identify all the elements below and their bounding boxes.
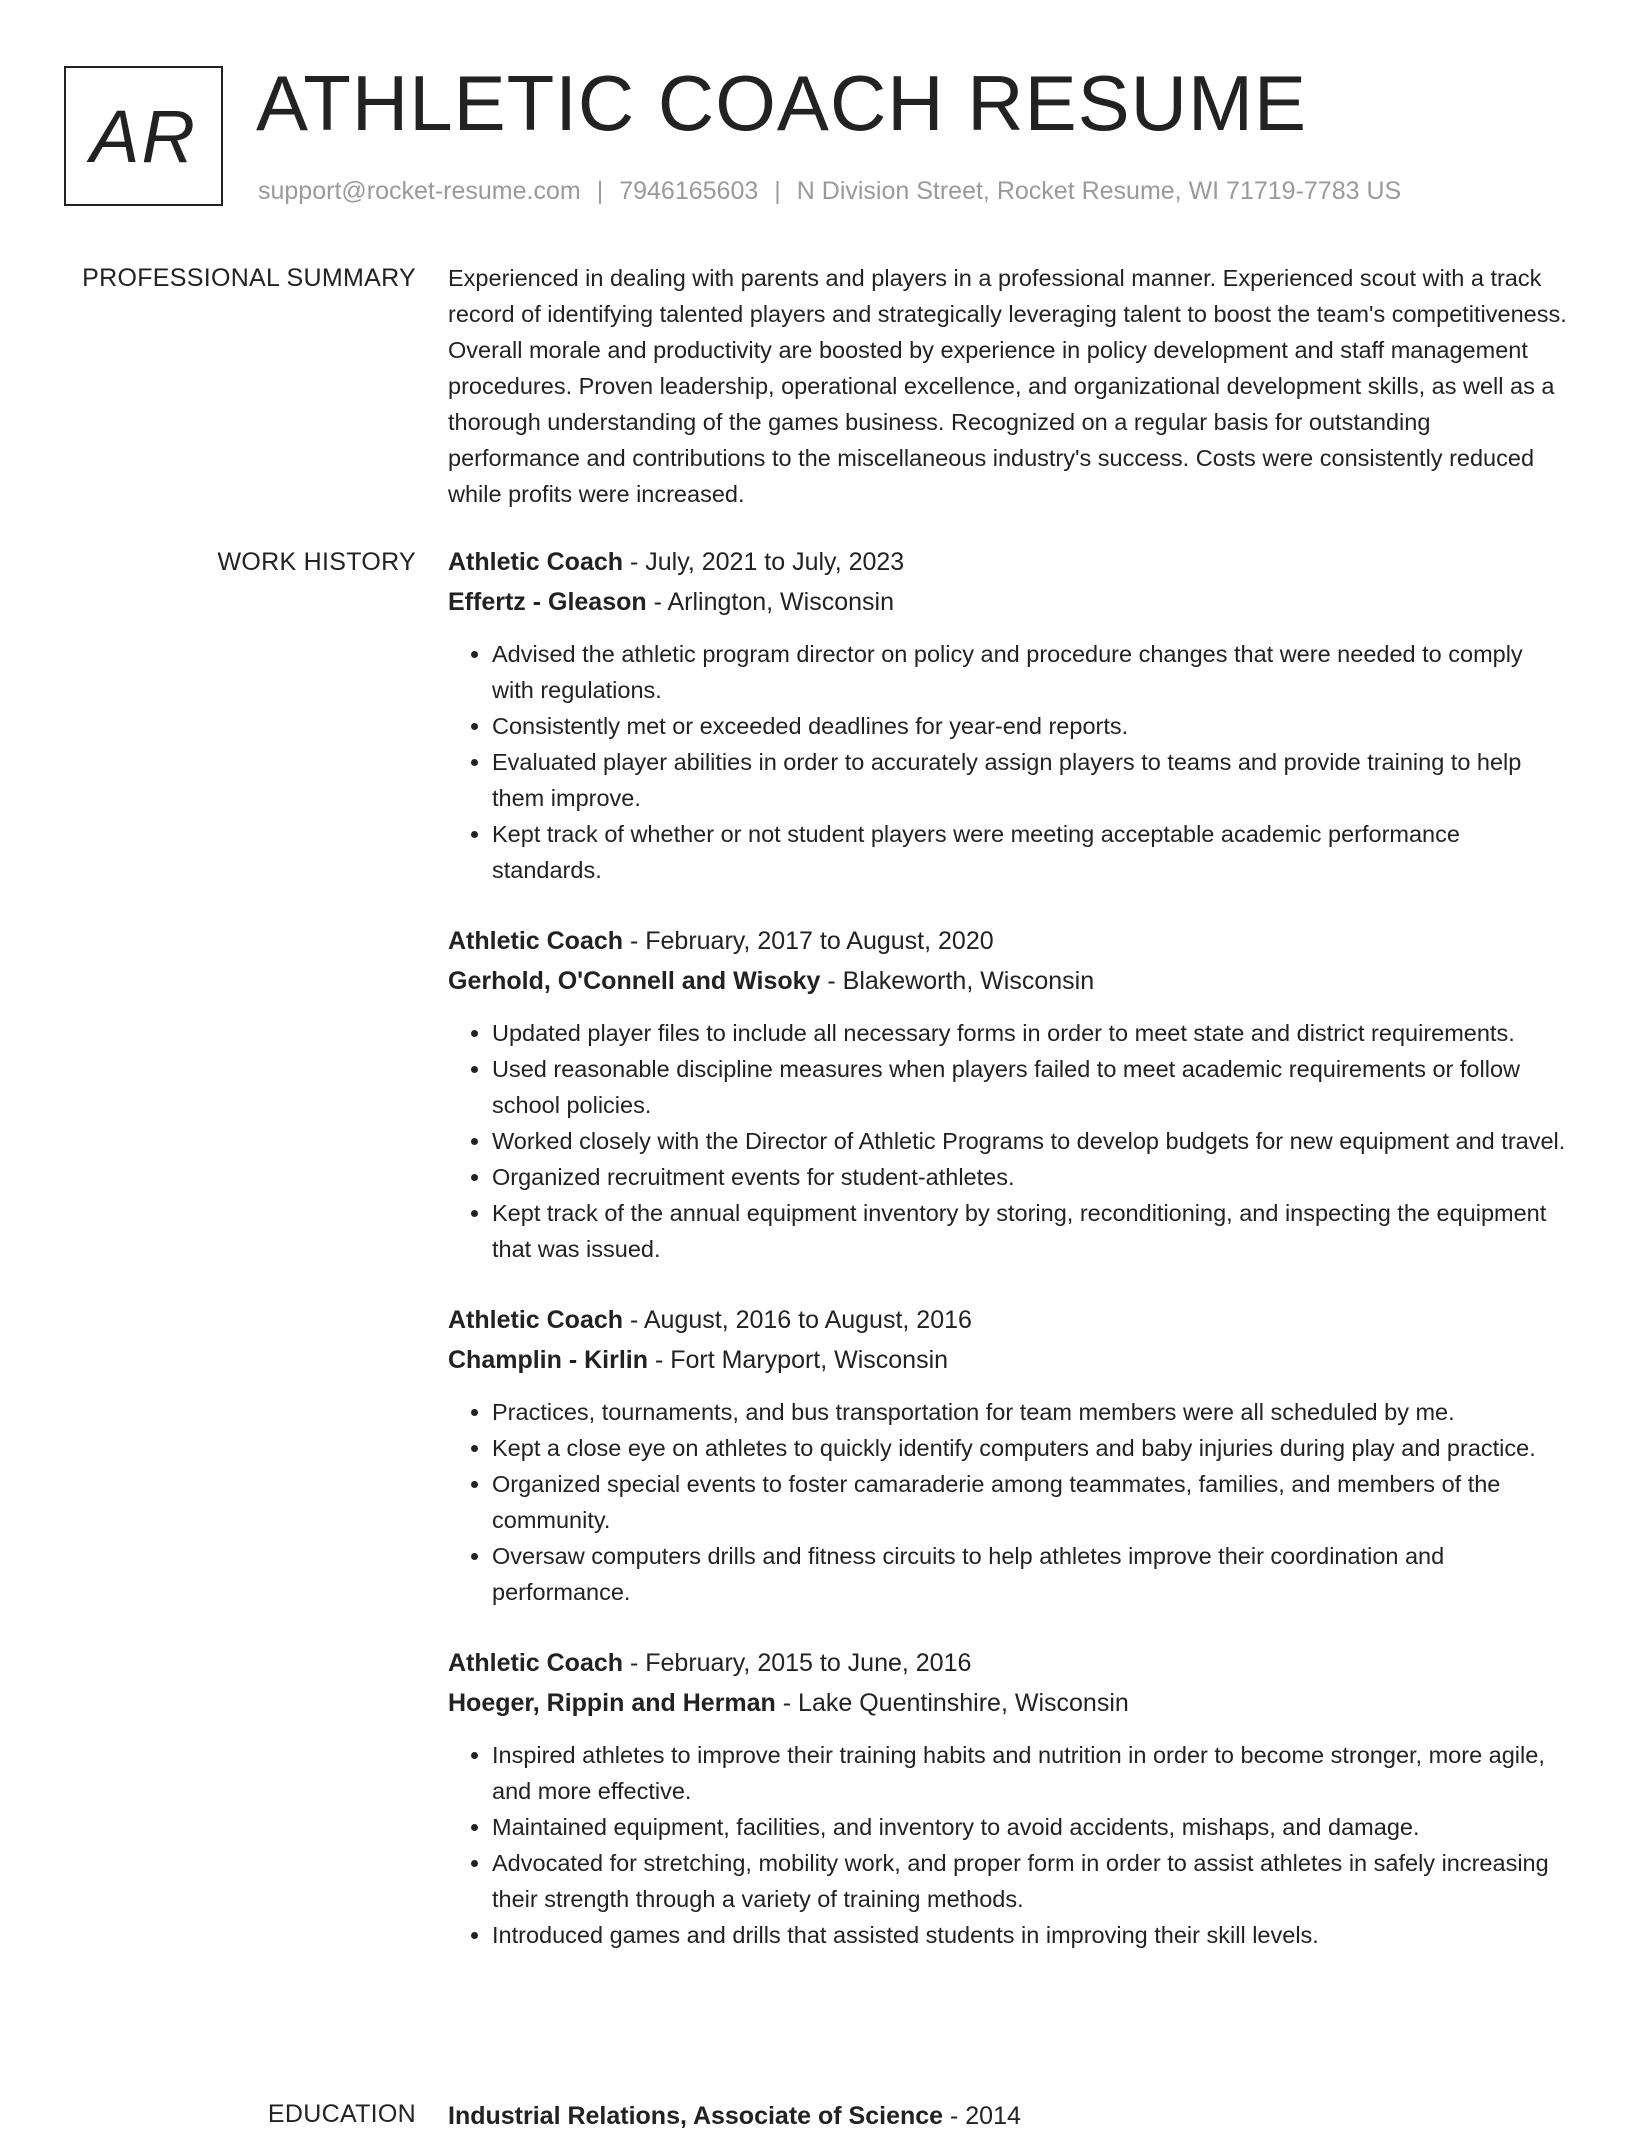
- contact-line: [258, 174, 1401, 208]
- job-company: Gerhold, O'Connell and Wisoky: [448, 967, 821, 995]
- contact-separator: |: [596, 177, 604, 205]
- job-title: Athletic Coach: [448, 927, 624, 955]
- job-location: - Lake Quentinshire, Wisconsin: [775, 1689, 1129, 1717]
- monogram-badge: [64, 66, 223, 206]
- summary-text: Experienced in dealing with parents and players in a professional manner. Experienced scout with a track record of identifying talented players and strategically leveraging talent to boost the team's competitiveness. Overall morale and productivity are boosted by experience in policy development and staff management procedures. Proven leadership, operational excellence, and organizational development skills, as well as a thorough understanding of the games business. Recognized on a regular basis for outstanding performance and contributions to the miscellaneous industry's success. Costs were consistently reduced while profits were increased.: [448, 265, 1567, 507]
- job-dates: - July, 2021 to July, 2023: [623, 548, 905, 576]
- job-bullet: • Kept a close eye on athletes to quickly identify computers and baby injuries during play and practice.: [492, 1430, 1568, 1466]
- job-title-line: [448, 1643, 1568, 1683]
- job-entry: [448, 542, 1568, 888]
- job-title: Athletic Coach: [448, 548, 624, 576]
- job-title: Athletic Coach: [448, 1306, 624, 1334]
- page-title: ATHLETIC COACH RESUME: [256, 59, 1307, 147]
- job-bullet: • Introduced games and drills that assisted students in improving their skill levels.: [492, 1917, 1568, 1953]
- contact-address: N Division Street, Rocket Resume, WI 71719-7783 US: [796, 177, 1402, 205]
- job-location: - Fort Maryport, Wisconsin: [648, 1346, 949, 1374]
- job-company-line: [448, 1340, 1568, 1380]
- job-dates: - August, 2016 to August, 2016: [623, 1306, 972, 1334]
- summary-heading: PROFESSIONAL SUMMARY: [82, 264, 416, 292]
- job-title: Athletic Coach: [448, 1649, 624, 1677]
- job-company: Champlin - Kirlin: [448, 1346, 648, 1374]
- job-entry: [448, 1643, 1568, 1953]
- job-bullet: • Advocated for stretching, mobility work, and proper form in order to assist athletes in safely increasing their strength through a variety of training methods.: [492, 1845, 1568, 1917]
- job-company-line: [448, 1683, 1568, 1723]
- job-bullet: • Consistently met or exceeded deadlines for year-end reports.: [492, 708, 1568, 744]
- contact-phone: 7946165603: [619, 177, 759, 205]
- job-bullets: [448, 1737, 1568, 1953]
- job-bullet: • Inspired athletes to improve their training habits and nutrition in order to become stronger, more agile, and more effective.: [492, 1737, 1568, 1809]
- education-year: - 2014: [943, 2102, 1021, 2130]
- job-title-line: [448, 921, 1568, 961]
- job-company: Hoeger, Rippin and Herman: [448, 1689, 776, 1717]
- job-bullet: • Organized recruitment events for student-athletes.: [492, 1159, 1568, 1195]
- contact-separator: |: [774, 177, 781, 205]
- job-bullet: • Oversaw computers drills and fitness circuits to help athletes improve their coordination and performance.: [492, 1538, 1568, 1610]
- job-location: - Arlington, Wisconsin: [646, 588, 894, 616]
- job-title-line: [448, 542, 1568, 582]
- job-bullet: • Used reasonable discipline measures when players failed to meet academic requirements or follow school policies.: [492, 1051, 1568, 1123]
- job-dates: - February, 2017 to August, 2020: [623, 927, 994, 955]
- job-bullet: • Kept track of whether or not student players were meeting acceptable academic performance standards.: [492, 816, 1568, 888]
- job-bullet: • Organized special events to foster camaraderie among teammates, families, and members of the community.: [492, 1466, 1568, 1538]
- job-title-line: [448, 1300, 1568, 1340]
- job-bullets: [448, 1394, 1568, 1610]
- job-dates: - February, 2015 to June, 2016: [623, 1649, 972, 1677]
- education-heading: EDUCATION: [267, 2100, 416, 2128]
- job-company-line: [448, 961, 1568, 1001]
- work-history-heading: WORK HISTORY: [217, 548, 416, 576]
- job-bullet: • Practices, tournaments, and bus transportation for team members were all scheduled by me.: [492, 1394, 1568, 1430]
- job-bullets: [448, 1015, 1568, 1267]
- education-body: [448, 2096, 1568, 2136]
- contact-email: support@rocket-resume.com: [258, 177, 581, 205]
- job-bullet: • Advised the athletic program director on policy and procedure changes that were needed to comply with regulations.: [492, 636, 1568, 708]
- job-bullet: • Maintained equipment, facilities, and inventory to avoid accidents, mishaps, and damage.: [492, 1809, 1568, 1845]
- education-line: [448, 2096, 1568, 2136]
- job-bullets: [448, 636, 1568, 888]
- job-location: - Blakeworth, Wisconsin: [820, 967, 1095, 995]
- job-bullet: • Updated player files to include all necessary forms in order to meet state and district requirements.: [492, 1015, 1568, 1051]
- monogram-initials: AR: [90, 94, 197, 178]
- job-entry: [448, 921, 1568, 1267]
- job-list: [448, 542, 1568, 1986]
- education-degree: Industrial Relations, Associate of Science: [448, 2102, 944, 2130]
- job-bullet: • Kept track of the annual equipment inventory by storing, reconditioning, and inspecting the equipment that was issued.: [492, 1195, 1568, 1267]
- job-company: Effertz - Gleason: [448, 588, 647, 616]
- job-entry: [448, 1300, 1568, 1610]
- job-company-line: [448, 582, 1568, 622]
- summary-body: [448, 260, 1568, 512]
- job-bullet: • Worked closely with the Director of Athletic Programs to develop budgets for new equipment and travel.: [492, 1123, 1568, 1159]
- job-bullet: • Evaluated player abilities in order to accurately assign players to teams and provide training to help them improve.: [492, 744, 1568, 816]
